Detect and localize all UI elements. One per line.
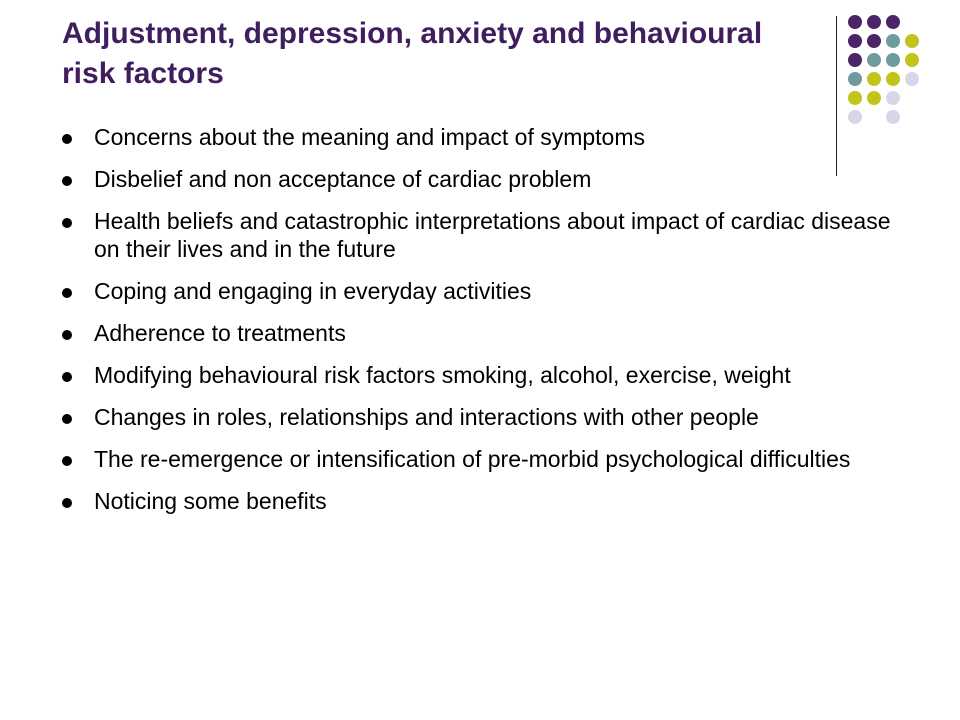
decorative-dot	[848, 72, 862, 86]
decorative-dot	[867, 53, 881, 67]
decorative-dot	[867, 91, 881, 105]
bullet-text: Noticing some benefits	[94, 488, 327, 514]
bullet-text: Disbelief and non acceptance of cardiac problem	[94, 166, 592, 192]
decorative-dot	[867, 72, 881, 86]
bullet-icon	[62, 498, 72, 508]
bullet-item	[62, 361, 902, 389]
decorative-dot	[905, 53, 919, 67]
bullet-item	[62, 445, 902, 473]
bullet-icon	[62, 456, 72, 466]
bullet-text: The re-emergence or intensification of pre-morbid psychological difficulties	[94, 446, 851, 472]
decorative-dot	[886, 34, 900, 48]
bullet-item	[62, 207, 902, 263]
bullet-text: Coping and engaging in everyday activities	[94, 278, 532, 304]
bullet-text: Concerns about the meaning and impact of symptoms	[94, 124, 646, 150]
decorative-dot	[867, 34, 881, 48]
decorative-dot	[886, 110, 900, 124]
bullet-item	[62, 403, 902, 431]
bullet-icon	[62, 288, 72, 298]
bullet-icon	[62, 176, 72, 186]
bullet-icon	[62, 372, 72, 382]
decorative-dot	[848, 34, 862, 48]
bullet-icon	[62, 218, 72, 228]
bullet-item	[62, 165, 902, 193]
bullet-text: Changes in roles, relationships and interactions with other people	[94, 404, 759, 430]
decorative-dot	[886, 72, 900, 86]
bullet-item	[62, 319, 902, 347]
decorative-dot	[848, 110, 862, 124]
decorative-dot	[848, 53, 862, 67]
decorative-dot	[886, 15, 900, 29]
decorative-dot	[905, 34, 919, 48]
decorative-dot	[886, 53, 900, 67]
bullet-text: Health beliefs and catastrophic interpretations about impact of cardiac disease on their lives and in the future	[94, 208, 891, 262]
bullet-icon	[62, 134, 72, 144]
decorative-dot	[848, 91, 862, 105]
decorative-dot	[886, 91, 900, 105]
bullet-list	[62, 123, 902, 529]
bullet-text: Adherence to treatments	[94, 320, 346, 346]
decorative-dot	[905, 72, 919, 86]
bullet-icon	[62, 414, 72, 424]
decorative-dot	[848, 15, 862, 29]
decorative-dot	[867, 15, 881, 29]
bullet-item	[62, 277, 902, 305]
bullet-icon	[62, 330, 72, 340]
bullet-item	[62, 123, 902, 151]
bullet-text: Modifying behavioural risk factors smoking, alcohol, exercise, weight	[94, 362, 791, 388]
slide-title: Adjustment, depression, anxiety and behavioural risk factors	[62, 17, 763, 90]
bullet-item	[62, 487, 902, 515]
